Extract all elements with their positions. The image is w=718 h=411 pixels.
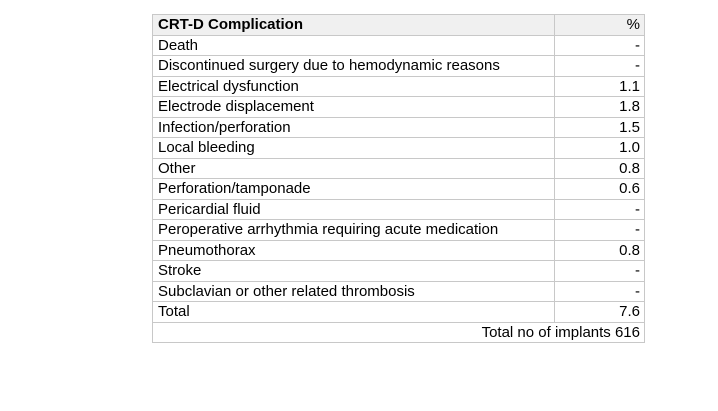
table-row bbox=[153, 179, 645, 200]
total-label: Total bbox=[153, 302, 555, 323]
row-value: 1.0 bbox=[555, 138, 645, 159]
row-label: Pneumothorax bbox=[153, 240, 555, 261]
row-value: - bbox=[555, 220, 645, 241]
header-percent: % bbox=[555, 15, 645, 36]
row-value: 0.8 bbox=[555, 158, 645, 179]
table-row bbox=[153, 281, 645, 302]
table-row bbox=[153, 76, 645, 97]
row-value: 0.6 bbox=[555, 179, 645, 200]
row-value: 1.8 bbox=[555, 97, 645, 118]
row-label: Peroperative arrhythmia requiring acute medication bbox=[153, 220, 555, 241]
header-row bbox=[153, 15, 645, 36]
row-value: - bbox=[555, 56, 645, 77]
table-row bbox=[153, 199, 645, 220]
footer-row bbox=[153, 322, 645, 343]
row-value: - bbox=[555, 35, 645, 56]
row-label: Local bleeding bbox=[153, 138, 555, 159]
row-value: - bbox=[555, 199, 645, 220]
table-row bbox=[153, 35, 645, 56]
row-label: Perforation/tamponade bbox=[153, 179, 555, 200]
table-row bbox=[153, 97, 645, 118]
row-label: Stroke bbox=[153, 261, 555, 282]
header-complication: CRT-D Complication bbox=[153, 15, 555, 36]
row-value: 1.1 bbox=[555, 76, 645, 97]
total-implants-note: Total no of implants 616 bbox=[153, 322, 645, 343]
table-row bbox=[153, 240, 645, 261]
table-row bbox=[153, 138, 645, 159]
table-row bbox=[153, 261, 645, 282]
complication-table bbox=[152, 14, 645, 343]
table-row bbox=[153, 158, 645, 179]
table-row bbox=[153, 56, 645, 77]
row-label: Subclavian or other related thrombosis bbox=[153, 281, 555, 302]
row-label: Other bbox=[153, 158, 555, 179]
row-label: Pericardial fluid bbox=[153, 199, 555, 220]
total-row bbox=[153, 302, 645, 323]
row-value: - bbox=[555, 261, 645, 282]
row-value: 0.8 bbox=[555, 240, 645, 261]
row-label: Death bbox=[153, 35, 555, 56]
row-label: Discontinued surgery due to hemodynamic reasons bbox=[153, 56, 555, 77]
row-value: 1.5 bbox=[555, 117, 645, 138]
row-label: Infection/perforation bbox=[153, 117, 555, 138]
total-value: 7.6 bbox=[555, 302, 645, 323]
row-label: Electrical dysfunction bbox=[153, 76, 555, 97]
table-row bbox=[153, 117, 645, 138]
row-label: Electrode displacement bbox=[153, 97, 555, 118]
table-row bbox=[153, 220, 645, 241]
row-value: - bbox=[555, 281, 645, 302]
